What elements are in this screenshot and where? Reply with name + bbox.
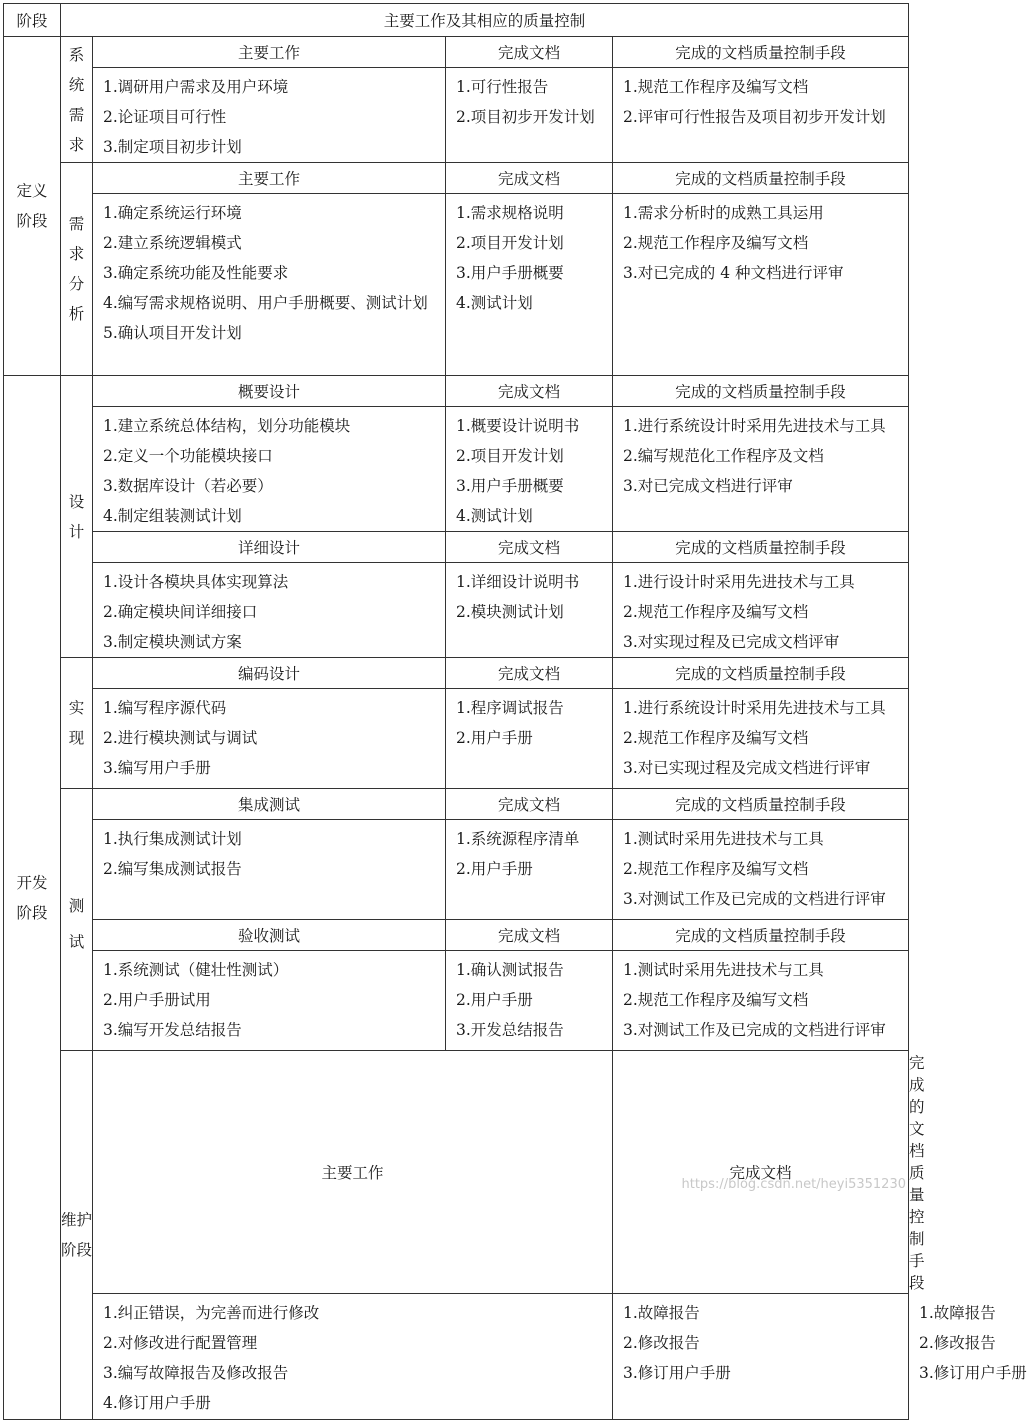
table-row [4, 194, 909, 376]
doc-column-header: 完成文档 [446, 163, 613, 194]
table-row [4, 563, 909, 658]
work-column-header: 主要工作 [93, 37, 446, 68]
work-list [93, 407, 446, 532]
stage-label: 维护 阶段 [61, 1211, 93, 1259]
list-item: 3.对测试工作及已完成的文档进行评审 [623, 890, 886, 908]
table-title: 主要工作及其相应的质量控制 [61, 4, 909, 37]
table-row [4, 920, 909, 951]
doc-column-header: 完成文档 [446, 789, 613, 820]
qc-column-header: 完成的文档质量控制手段 [613, 789, 909, 820]
list-item: 1.建立系统总体结构，划分功能模块 [103, 417, 351, 435]
list-item: 1.系统源程序清单 [456, 830, 580, 848]
work-column-header: 主要工作 [93, 1051, 613, 1294]
stage-label: 定义 阶段 [16, 182, 48, 230]
list-item: 1.需求分析时的成熟工具运用 [623, 204, 824, 222]
qc-list [613, 820, 909, 920]
list-item: 1.规范工作程序及编写文档 [623, 78, 809, 96]
work-list [93, 820, 446, 920]
list-item: 2.用户手册 [456, 991, 533, 1009]
quality-control-table-frame [3, 3, 1027, 1412]
list-item: 3.确定系统功能及性能要求 [103, 264, 289, 282]
table-row [4, 163, 909, 194]
table-row [4, 658, 909, 689]
table-row [4, 820, 909, 920]
work-column-header: 概要设计 [93, 376, 446, 407]
list-item: 1.程序调试报告 [456, 699, 564, 717]
qc-column-header: 完成的文档质量控制手段 [613, 376, 909, 407]
list-item: 2.编写集成测试报告 [103, 860, 242, 878]
doc-list [446, 689, 613, 789]
list-item: 1.确定系统运行环境 [103, 204, 242, 222]
qc-column-header: 完成的文档质量控制手段 [613, 658, 909, 689]
substage-label: 设计 [68, 492, 85, 541]
quality-control-table [3, 3, 1027, 1420]
doc-list [446, 407, 613, 532]
list-item: 1.测试时采用先进技术与工具 [623, 961, 824, 979]
doc-column-header: 完成文档 [446, 658, 613, 689]
table-row [4, 68, 909, 163]
list-item: 1.详细设计说明书 [456, 573, 580, 591]
list-item: 3.开发总结报告 [456, 1021, 564, 1039]
list-item: 2.规范工作程序及编写文档 [623, 234, 809, 252]
substage-system-requirements [61, 37, 93, 163]
list-item: 3.对实现过程及已完成文档评审 [623, 633, 840, 651]
doc-list [446, 68, 613, 163]
list-item: 2.规范工作程序及编写文档 [623, 860, 809, 878]
list-item: 3.编写用户手册 [103, 759, 211, 777]
list-item: 2.评审可行性报告及项目初步开发计划 [623, 108, 886, 126]
list-item: 2.规范工作程序及编写文档 [623, 991, 809, 1009]
qc-column-header: 完成的文档质量控制手段 [613, 532, 909, 563]
work-list [93, 68, 446, 163]
qc-list [613, 194, 909, 376]
list-item: 3.对已完成文档进行评审 [623, 477, 793, 495]
list-item: 2.定义一个功能模块接口 [103, 447, 273, 465]
list-item: 1.可行性报告 [456, 78, 549, 96]
list-item: 2.用户手册 [456, 729, 533, 747]
list-item: 1.进行系统设计时采用先进技术与工具 [623, 699, 886, 717]
list-item: 2.模块测试计划 [456, 603, 564, 621]
doc-list [446, 194, 613, 376]
doc-column-header: 完成文档 [446, 376, 613, 407]
table-row: 维护 阶段 主要工作 完成文档 完成的文档质量控制手段 [4, 1051, 909, 1294]
list-item: 1.进行设计时采用先进技术与工具 [623, 573, 855, 591]
work-list [93, 951, 446, 1051]
work-list [93, 563, 446, 658]
list-item: 3.编写开发总结报告 [103, 1021, 242, 1039]
list-item: 3.制定项目初步计划 [103, 138, 242, 156]
stage-maintenance [61, 1051, 93, 1420]
list-item: 1.纠正错误，为完善而进行修改 [103, 1304, 320, 1322]
qc-list [613, 68, 909, 163]
work-list [93, 194, 446, 376]
table-row [4, 407, 909, 532]
substage-requirements-analysis [61, 163, 93, 376]
list-item: 1.编写程序源代码 [103, 699, 227, 717]
list-item: 1.执行集成测试计划 [103, 830, 242, 848]
doc-list [446, 951, 613, 1051]
list-item: 2.规范工作程序及编写文档 [623, 603, 809, 621]
work-column-header: 验收测试 [93, 920, 446, 951]
work-column-header: 主要工作 [93, 163, 446, 194]
doc-column-header: 完成文档 [446, 37, 613, 68]
substage-label: 需求分析 [68, 215, 85, 323]
table-row: 1.纠正错误，为完善而进行修改 2.对修改进行配置管理 3.编写故障报告及修改报告 4.修订用户手册 1.故障报告 2.修改报告 3.修订用户手册 1.故障报告 2.修改报告 3.修订用户手册 [4, 1294, 909, 1420]
table-row [4, 689, 909, 789]
list-item: 2.确定模块间详细接口 [103, 603, 258, 621]
stage-header: 阶段 [4, 4, 61, 37]
list-item: 1.概要设计说明书 [456, 417, 580, 435]
doc-list [613, 1294, 909, 1420]
qc-list [613, 951, 909, 1051]
list-item: 3.用户手册概要 [456, 477, 564, 495]
list-item: 1.系统测试（健壮性测试） [103, 961, 289, 979]
list-item: 1.调研用户需求及用户环境 [103, 78, 289, 96]
list-item: 4.编写需求规格说明、用户手册概要、测试计划 [103, 294, 428, 312]
qc-list [613, 563, 909, 658]
list-item: 1.测试时采用先进技术与工具 [623, 830, 824, 848]
stage-development [4, 376, 61, 1420]
list-item: 2.编写规范化工作程序及文档 [623, 447, 824, 465]
table-row [4, 376, 909, 407]
table-row [4, 532, 909, 563]
qc-column-header: 完成的文档质量控制手段 [613, 37, 909, 68]
substage-label: 测试 [68, 897, 85, 951]
list-item: 3.修订用户手册 [623, 1364, 731, 1382]
substage-design [61, 376, 93, 658]
doc-column-header: 完成文档 [613, 1051, 909, 1294]
list-item: 3.用户手册概要 [456, 264, 564, 282]
substage-label: 系统需求 [68, 45, 85, 154]
list-item: 3.制定模块测试方案 [103, 633, 242, 651]
watermark: https://blog.csdn.net/heyi5351230 [681, 1177, 906, 1192]
list-item: 3.数据库设计（若必要） [103, 477, 273, 495]
list-item: 2.论证项目可行性 [103, 108, 227, 126]
list-item: 2.用户手册 [456, 860, 533, 878]
qc-list [613, 407, 909, 532]
list-item: 2.对修改进行配置管理 [103, 1334, 258, 1352]
list-item: 1.故障报告 [623, 1304, 700, 1322]
qc-column-header: 完成的文档质量控制手段 [613, 920, 909, 951]
list-item: 1.设计各模块具体实现算法 [103, 573, 289, 591]
list-item: 1.需求规格说明 [456, 204, 564, 222]
substage-label: 实现 [68, 699, 85, 747]
doc-list [446, 820, 613, 920]
list-item: 2.项目初步开发计划 [456, 108, 595, 126]
list-item: 2.进行模块测试与调试 [103, 729, 258, 747]
list-item: 3.对已实现过程及完成文档进行评审 [623, 759, 871, 777]
table-row [4, 37, 909, 68]
list-item: 2.规范工作程序及编写文档 [623, 729, 809, 747]
doc-column-header: 完成文档 [446, 532, 613, 563]
work-list [93, 1294, 613, 1420]
list-item: 4.制定组装测试计划 [103, 507, 242, 525]
list-item: 4.测试计划 [456, 507, 533, 525]
work-column-header: 详细设计 [93, 532, 446, 563]
list-item: 1.确认测试报告 [456, 961, 564, 979]
list-item: 3.对测试工作及已完成的文档进行评审 [623, 1021, 886, 1039]
stage-label: 开发 阶段 [16, 873, 48, 922]
list-item: 3.编写故障报告及修改报告 [103, 1364, 289, 1382]
substage-implementation [61, 658, 93, 789]
work-list [93, 689, 446, 789]
doc-list [446, 563, 613, 658]
list-item: 2.项目开发计划 [456, 447, 564, 465]
list-item: 1.进行系统设计时采用先进技术与工具 [623, 417, 886, 435]
doc-column-header: 完成文档 [446, 920, 613, 951]
list-item: 2.用户手册试用 [103, 991, 211, 1009]
list-item: 4.测试计划 [456, 294, 533, 312]
list-item: 2.项目开发计划 [456, 234, 564, 252]
qc-list [613, 689, 909, 789]
table-row [4, 789, 909, 820]
stage-definition [4, 37, 61, 376]
list-item: 2.建立系统逻辑模式 [103, 234, 242, 252]
table-header-row [4, 4, 909, 37]
list-item: 2.修改报告 [623, 1334, 700, 1352]
table-row [4, 951, 909, 1051]
list-item: 3.对已完成的 4 种文档进行评审 [623, 264, 844, 282]
substage-testing [61, 789, 93, 1051]
work-column-header: 编码设计 [93, 658, 446, 689]
qc-column-header: 完成的文档质量控制手段 [613, 163, 909, 194]
list-item: 5.确认项目开发计划 [103, 324, 242, 342]
work-column-header: 集成测试 [93, 789, 446, 820]
list-item: 4.修订用户手册 [103, 1394, 211, 1412]
